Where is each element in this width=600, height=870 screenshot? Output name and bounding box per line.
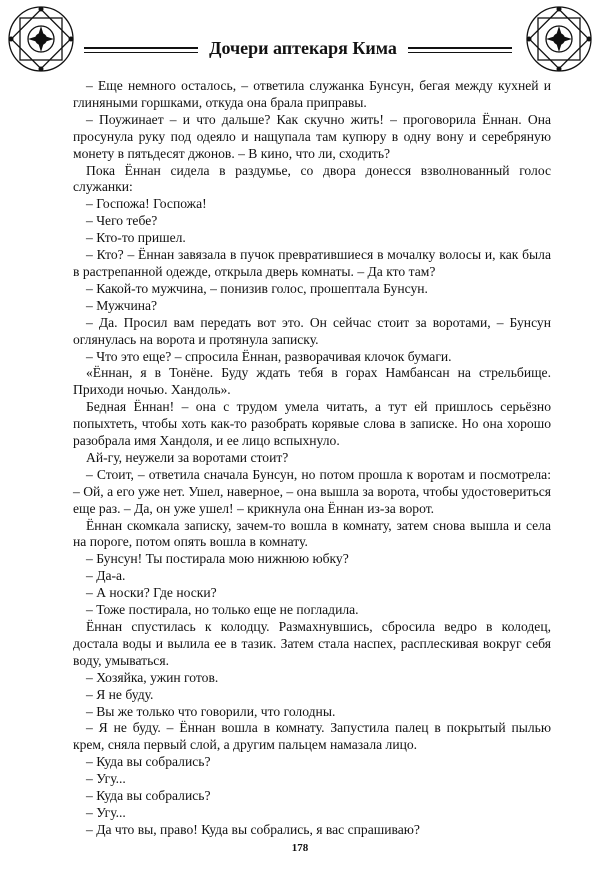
header-rule-right-thin <box>408 52 512 53</box>
paragraph: – Что это еще? – спросила Ённан, разворачивая клочок бумаги. <box>86 348 452 364</box>
paragraph: Ённан скомкала записку, зачем-то вошла в комнату, затем снова вышла и села на пороге, потом опять вошла в комнату. <box>73 517 551 550</box>
paragraph: – Еще немного осталось, – ответила служанка Бунсун, бегая между кухней и глиняными горшками, откуда она брала приправы. <box>73 78 551 110</box>
page-title: Дочери аптекаря Кима <box>209 38 397 58</box>
paragraph: Пока Ённан сидела в раздумье, со двора донесся взволнованный голос служанки: <box>73 162 551 195</box>
paragraph: – Куда вы собрались? <box>86 754 211 770</box>
ornament-icon <box>6 4 76 74</box>
page-header <box>0 0 600 80</box>
paragraph: – Да-а. <box>86 568 126 584</box>
paragraph: – Да. Просил вам передать вот это. Он сейчас стоит за воротами, – Бунсун оглянулась на ворота и протянула записку. <box>73 314 551 347</box>
paragraph: – Тоже постирала, но только еще не погладила. <box>86 602 359 618</box>
paragraph: – Угу... <box>86 771 126 787</box>
paragraph: – Хозяйка, ужин готов. <box>86 669 219 685</box>
paragraph: – А носки? Где носки? <box>86 585 217 601</box>
paragraph: – Стоит, – ответила сначала Бунсун, но потом прошла к воротам и посмотрела: – Ой, а его уже нет. Ушел, наверное, – она вышла за ворота, чтобы удостовериться еще раз. – Да, он уже ушел! – крикнула она Ённан из-за ворот. <box>73 466 551 516</box>
paragraph: Бедная Ённан! – она с трудом умела читать, а тут ей пришлось серьёзно попыхтеть, чтобы хоть как-то разобрать корявые слова в записке. Но она хорошо разобрала имя Хандоля, и ее лицо вспыхнуло. <box>73 399 551 449</box>
paragraph: – Кто-то пришел. <box>86 230 186 246</box>
paragraph: – Бунсун! Ты постирала мою нижнюю юбку? <box>86 551 349 567</box>
paragraph: – Угу... <box>86 804 126 820</box>
paragraph: – Чего тебе? <box>86 213 158 229</box>
paragraph: – Мужчина? <box>86 297 158 313</box>
paragraph: – Госпожа! Госпожа! <box>86 196 207 212</box>
header-rule-right <box>408 47 512 49</box>
page-number: 178 <box>291 842 309 854</box>
header-rule-left-thin <box>84 52 198 53</box>
paragraph: – Какой-то мужчина, – понизив голос, прошептала Бунсун. <box>86 280 428 296</box>
paragraph: – Поужинает – и что дальше? Как скучно жить! – проговорила Ённан. Она просунула руку под одеяло и нащупала там купюру в одну вону и серебряную монету в пятьдесят джонов. – В кино, что ли, сходить? <box>73 111 551 161</box>
paragraph: – Кто? – Ённан завязала в пучок превратившиеся в мочалку волосы и, как была в растрепанной одежде, открыла дверь комнаты. – Да кто там? <box>73 247 551 279</box>
paragraph: Ённан спустилась к колодцу. Размахнувшись, сбросила ведро в колодец, достала воды и вылила ее в тазик. Затем стала наспех, расплескивая вокруг себя воду, умываться. <box>73 619 551 668</box>
paragraph: – Куда вы собрались? <box>86 788 211 804</box>
paragraph: – Я не буду. <box>86 686 154 702</box>
header-rule-left <box>84 47 198 49</box>
body-text <box>73 78 551 839</box>
paragraph: – Я не буду. – Ённан вошла в комнату. Запустила палец в покрытый пылью крем, сняла первый слой, а другим пальцем намазала лицо. <box>73 720 551 753</box>
paragraph: – Вы же только что говорили, что голодны. <box>86 703 336 719</box>
paragraph: Ай-гу, неужели за воротами стоит? <box>86 449 289 465</box>
ornament-icon <box>524 4 594 74</box>
paragraph: «Ённан, я в Тонёне. Буду ждать тебя в горах Намбансан на стрельбище. Приходи ночью. Хандоль». <box>73 365 551 398</box>
paragraph: – Да что вы, право! Куда вы собрались, я вас спрашиваю? <box>86 821 420 837</box>
